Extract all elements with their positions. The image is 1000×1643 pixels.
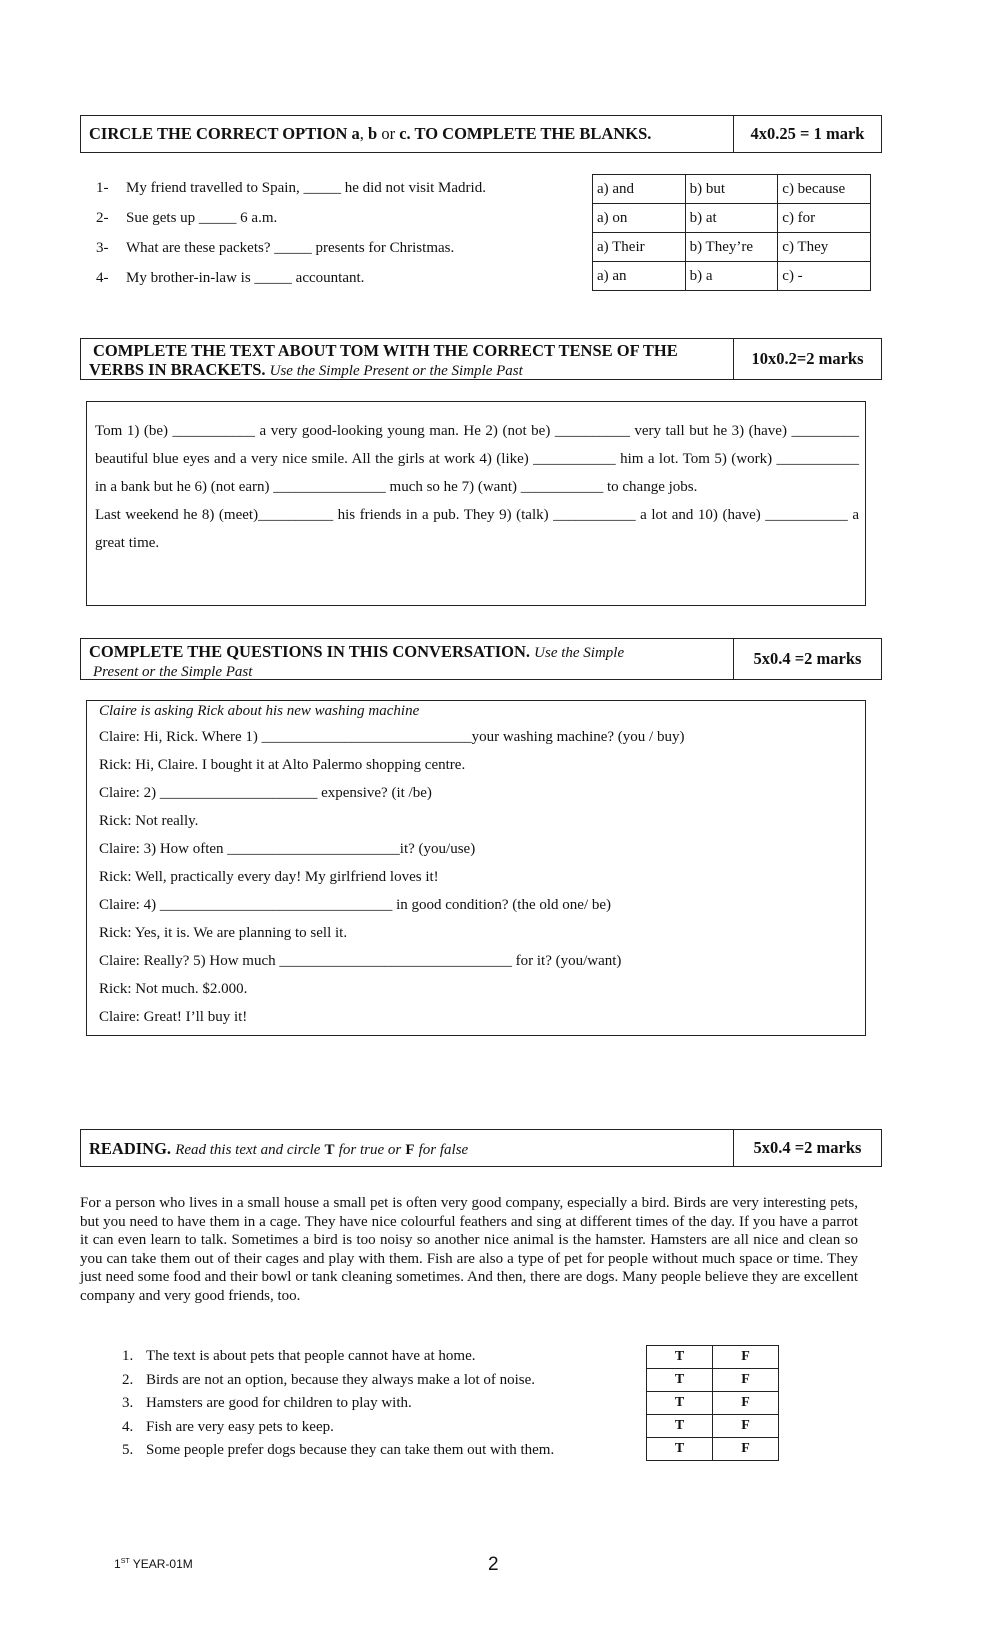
conversation-line: Rick: Well, practically every day! My girlfriend loves it! [99,869,439,885]
true-option-4[interactable]: T [647,1415,713,1438]
section1-title: CIRCLE THE CORRECT OPTION a, b or c. TO COMPLETE THE BLANKS. [89,124,652,143]
option-3c[interactable]: c) They [778,233,871,262]
tom-paragraph-1: Tom 1) (be) ___________ a very good-looking young man. He 2) (not be) __________ very tall but he 3) (have) _________ beautiful blue eyes and a very nice smile. All the girls at work 4) (like) ___________ him a lot. Tom 5) (work) ___________ in a bank but he 6) (not earn) _______________ much so he 7) (want) ___________ to change jobs. [95,423,859,495]
section1-header [80,115,882,153]
conversation-intro: Claire is asking Rick about his new washing machine [99,703,420,719]
tom-text-box [86,401,866,606]
section4-marks: 5x0.4 =2 marks [733,1130,881,1166]
true-option-5[interactable]: T [647,1438,713,1461]
conversation-line: Claire: 2) _____________________ expensive? (it /be) [99,785,432,801]
conversation-line: Claire: 4) _______________________________ in good condition? (the old one/ be) [99,897,612,913]
option-4a[interactable]: a) an [593,262,686,291]
conversation-line: Claire: 3) How often _______________________it? (you/use) [99,841,476,857]
option-2c[interactable]: c) for [778,204,871,233]
true-option-3[interactable]: T [647,1392,713,1415]
section2-header [80,338,882,380]
section3-marks: 5x0.4 =2 marks [733,639,881,679]
footer-year-code: 1ST YEAR-01M [114,1557,193,1571]
false-option-5[interactable]: F [713,1438,779,1461]
options-row-1 [593,175,871,204]
question-2: 2- Sue gets up _____ 6 a.m. [96,210,278,226]
statement-1: 1. The text is about pets that people cannot have at home. [122,1348,476,1364]
options-table [592,174,871,291]
section1-marks: 4x0.25 = 1 mark [733,116,881,152]
section4-header [80,1129,882,1167]
section4-title: READING. Read this text and circle T for true or F for false [89,1139,469,1158]
tom-paragraph-2: Last weekend he 8) (meet)__________ his friends in a pub. They 9) (talk) ___________ a lot and 10) (have) ___________ a great time. [95,507,859,551]
option-1b[interactable]: b) but [685,175,778,204]
conversation-line: Claire: Really? 5) How much _______________________________ for it? (you/want) [99,953,622,969]
conversation-line: Rick: Yes, it is. We are planning to sell it. [99,925,348,941]
statement-5: 5. Some people prefer dogs because they can take them out with them. [122,1442,555,1458]
conversation-line: Rick: Hi, Claire. I bought it at Alto Palermo shopping centre. [99,757,466,773]
option-2b[interactable]: b) at [685,204,778,233]
options-row-3 [593,233,871,262]
question-4: 4- My brother-in-law is _____ accountant. [96,270,365,286]
section2-title: COMPLETE THE TEXT ABOUT TOM WITH THE CORRECT TENSE OF THE VERBS IN BRACKETS. Use the Simple Present or the Simple Past [89,341,678,379]
option-4c[interactable]: c) - [778,262,871,291]
question-3: 3- What are these packets? _____ presents for Christmas. [96,240,455,256]
conversation-box [86,700,866,1036]
section3-title: COMPLETE THE QUESTIONS IN THIS CONVERSATION. Use the Simple Present or the Simple Past [89,642,625,680]
false-option-3[interactable]: F [713,1392,779,1415]
section3-header [80,638,882,680]
section2-marks: 10x0.2=2 marks [733,339,881,379]
true-false-table [646,1345,779,1461]
options-row-4 [593,262,871,291]
false-option-1[interactable]: F [713,1346,779,1369]
option-3a[interactable]: a) Their [593,233,686,262]
statement-3: 3. Hamsters are good for children to play with. [122,1395,412,1411]
question-1: 1- My friend travelled to Spain, _____ he did not visit Madrid. [96,180,486,196]
false-option-4[interactable]: F [713,1415,779,1438]
conversation-line: Rick: Not much. $2.000. [99,981,248,997]
true-option-2[interactable]: T [647,1369,713,1392]
option-1c[interactable]: c) because [778,175,871,204]
option-1a[interactable]: a) and [593,175,686,204]
page-number: 2 [488,1554,499,1575]
statement-4: 4. Fish are very easy pets to keep. [122,1419,334,1435]
conversation-line: Claire: Great! I’ll buy it! [99,1009,248,1025]
conversation-line: Rick: Not really. [99,813,199,829]
true-option-1[interactable]: T [647,1346,713,1369]
options-row-2 [593,204,871,233]
conversation-line: Claire: Hi, Rick. Where 1) ____________________________your washing machine? (you / buy) [99,729,685,745]
statement-2: 2. Birds are not an option, because they always make a lot of noise. [122,1372,536,1388]
reading-text: For a person who lives in a small house a small pet is often very good company, especially a bird. Birds are very interesting pets, but you need to have them in a cage. They have nice colourful feathers and sing at different times of the day. If you have a parrot it can even learn to talk. Sometimes a bird is too noisy so another nice animal is the hamster. Hamsters are all nice and clean so you can take them out of their cages and play with them. Fish are also a type of pet for people without much space or time. They just need some food and their bowl or tank cleaning sometimes. And then, there are dogs. Many people believe they are excellent company and very good friends, too. [80,1195,858,1304]
false-option-2[interactable]: F [713,1369,779,1392]
option-2a[interactable]: a) on [593,204,686,233]
option-4b[interactable]: b) a [685,262,778,291]
option-3b[interactable]: b) They’re [685,233,778,262]
